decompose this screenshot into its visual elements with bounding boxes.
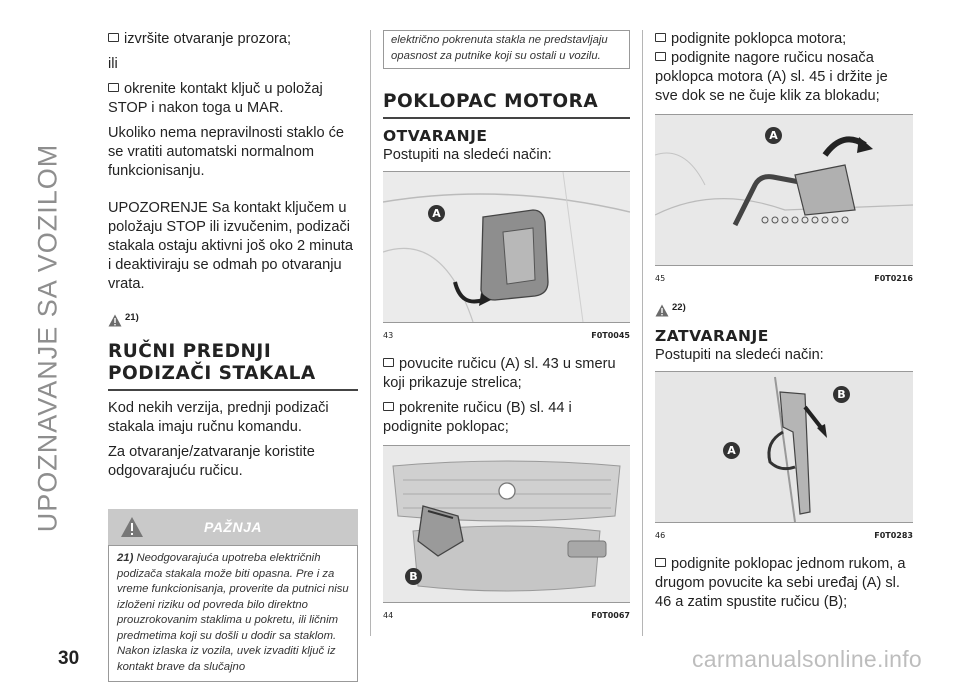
checkbox-bullet-icon <box>655 52 666 61</box>
figure-caption: 45 F0T0216 <box>655 274 913 283</box>
subsection-heading: ZATVARANJE <box>655 327 769 345</box>
bullet-item: podignite poklopac jednom rukom, a drugom povucite ka sebi uređaj (A) sl. 46 a zatim spustite ručicu (B); <box>655 556 906 610</box>
bullet-item: pokrenite ručicu (B) sl. 44 i podignite poklopac; <box>383 400 572 435</box>
bullet-item: podignite nagore ručicu nosača poklopca motora (A) sl. 45 i držite je sve dok se ne čuje klik za blokadu; <box>655 50 888 104</box>
warning-paragraph: UPOZORENJE Sa kontakt ključem u položaju STOP ili izvučenim, podizači stakala ostaju aktivni još oko 2 minuta i deaktiviraju se odmah po otvaranju vrata. <box>108 200 353 292</box>
watermark: carmanualsonline.info <box>691 646 922 672</box>
warning-triangle-icon <box>108 314 122 327</box>
warning-triangle-icon <box>120 516 144 538</box>
body-text: Ukoliko nema nepravilnosti staklo će se vratiti automatski normalnom funkcionisanju. <box>108 125 345 179</box>
warning-triangle-icon <box>655 304 669 317</box>
checkbox-bullet-icon <box>108 83 119 92</box>
body-text: Kod nekih verzija, prednji podizači stakala imaju ručnu komandu. <box>108 400 329 435</box>
body-text: Postupiti na sledeći način: <box>383 147 552 163</box>
warning-reference: 22) <box>655 298 913 317</box>
callout-b: B <box>405 568 422 585</box>
note-continuation-box: električno pokrenuta stakla ne predstavljaju opasnost za putnike koji su ostali u vozilu. <box>383 30 630 69</box>
note-number: 21) <box>117 552 134 564</box>
bullet-item: povucite ručicu (A) sl. 43 u smeru koji prikazuje strelica; <box>383 356 616 391</box>
column-divider <box>370 30 371 636</box>
column-3 <box>655 30 913 618</box>
callout-a: A <box>723 442 740 459</box>
heading-underline <box>383 117 630 119</box>
warning-reference: 21) <box>108 308 358 327</box>
bullet-item: podignite poklopca motora; <box>655 30 913 49</box>
attention-title: PAŽNJA <box>204 518 262 535</box>
checkbox-bullet-icon <box>383 358 394 367</box>
figure-caption: 44 F0T0067 <box>383 611 630 620</box>
checkbox-bullet-icon <box>383 402 394 411</box>
hood-latch-illustration <box>655 372 913 522</box>
column-1 <box>108 30 358 682</box>
checkbox-bullet-icon <box>655 33 666 42</box>
subsection-heading: OTVARANJE <box>383 127 488 145</box>
side-section-title: UPOZNAVANJE SA VOZILOM <box>32 143 63 533</box>
figure-caption: 43 F0T0045 <box>383 331 630 340</box>
hood-release-lever-illustration <box>383 172 630 322</box>
figure-43 <box>383 171 630 323</box>
callout-a: A <box>428 205 445 222</box>
checkbox-bullet-icon <box>655 558 666 567</box>
figure-45 <box>655 114 913 266</box>
attention-header <box>108 509 358 545</box>
hood-prop-rod-illustration <box>655 115 913 265</box>
body-text: Postupiti na sledeći način: <box>655 347 824 363</box>
note-text: Neodgovarajuća upotreba električnih podizača stakala može biti opasna. Pre i za vreme funkcionisanja, proverite da putnici nisu izloženi riziku od povreda bilo direktno prouzrokovanim staklima u pokretu, ili ličnim predmetima koji su došli u dodir sa staklom. Nakon izlaska iz vozila, uvek izvaditi ključ iz kontakt brave da slučajno <box>117 552 349 673</box>
callout-b: B <box>833 386 850 403</box>
checkbox-bullet-icon <box>108 33 119 42</box>
heading-underline <box>108 389 358 391</box>
column-2 <box>383 30 630 625</box>
body-text: ili <box>108 56 118 72</box>
section-heading: POKLOPAC MOTORA <box>383 91 599 112</box>
figure-46 <box>655 371 913 523</box>
page-number: 30 <box>58 648 80 669</box>
figure-44 <box>383 445 630 603</box>
column-divider <box>642 30 643 636</box>
bullet-item: izvršite otvaranje prozora; <box>108 30 358 49</box>
bullet-item: okrenite kontakt ključ u položaj STOP i nakon toga u MAR. <box>108 81 323 116</box>
figure-caption: 46 F0T0283 <box>655 531 913 540</box>
body-text: Za otvaranje/zatvaranje koristite odgovarajuću ručicu. <box>108 444 315 479</box>
section-heading: RUČNI PREDNJI PODIZAČI STAKALA <box>108 341 316 384</box>
callout-a: A <box>765 127 782 144</box>
attention-note <box>108 545 358 682</box>
